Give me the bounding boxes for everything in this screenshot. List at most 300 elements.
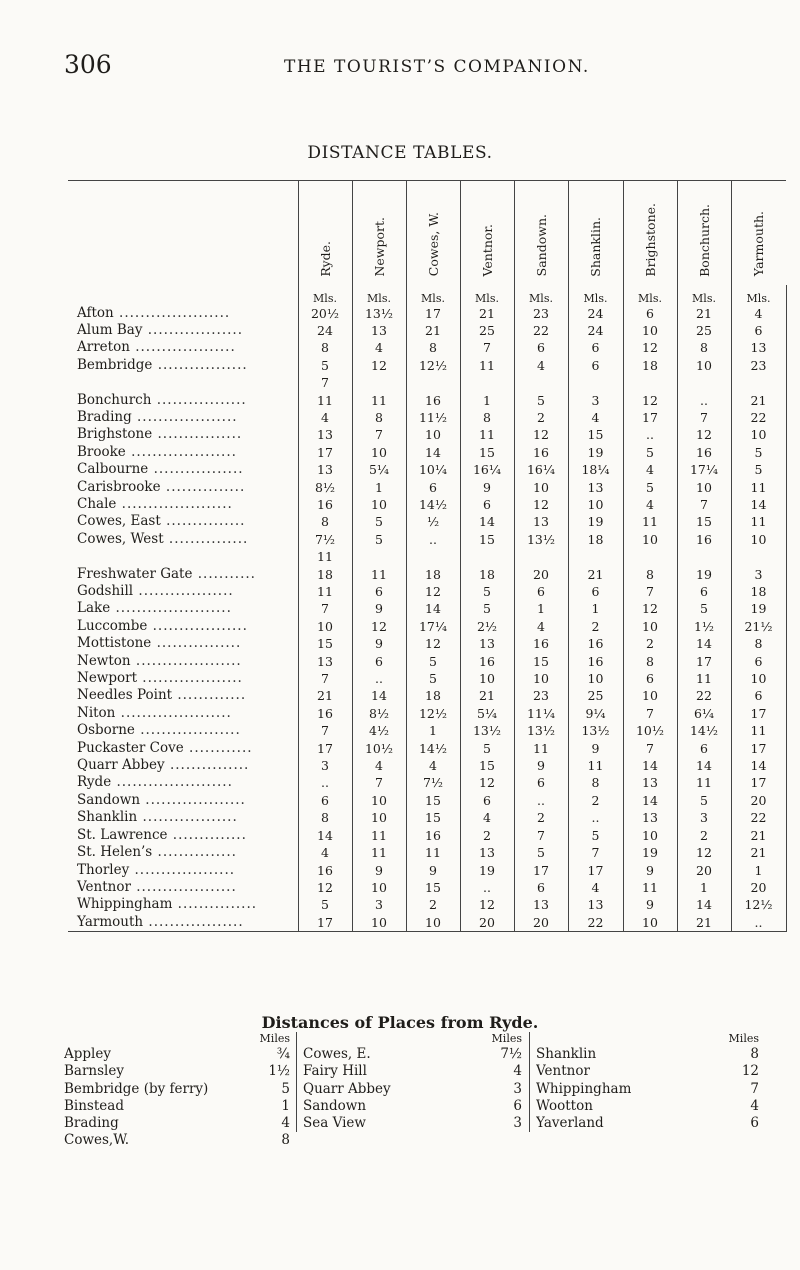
- place-name-text: Calbourne: [77, 461, 149, 478]
- place-name-text: Mottistone: [77, 635, 152, 652]
- column-header: [352, 181, 406, 285]
- distance-cell: 5: [731, 444, 786, 461]
- distance-cell: 16: [514, 635, 568, 652]
- ryde-place: Ventnor: [536, 1063, 590, 1080]
- ryde-miles: 6: [750, 1115, 759, 1132]
- column-header: [568, 181, 623, 285]
- leader-dots: .....................: [115, 704, 232, 721]
- unit-label: Mls.: [623, 285, 677, 305]
- place-name: [68, 479, 298, 496]
- distance-cell: 12: [298, 879, 352, 896]
- table-row: [68, 687, 786, 704]
- distance-cell: 21: [460, 305, 514, 322]
- distance-cell: 15: [406, 792, 460, 809]
- place-name: [68, 305, 298, 322]
- distance-cell: 11½: [406, 409, 460, 426]
- distance-cell: 15: [568, 426, 623, 443]
- running-title: THE TOURIST’S COMPANION.: [284, 57, 590, 77]
- leader-dots: ...............: [164, 757, 250, 774]
- distance-cell: 15: [460, 757, 514, 774]
- distance-cell: 16: [677, 444, 731, 461]
- distance-cell: 4: [298, 409, 352, 426]
- distance-cell: 10: [623, 618, 677, 635]
- distance-cell: 1: [460, 392, 514, 409]
- table-row: [68, 357, 786, 374]
- distance-cell: [731, 374, 786, 391]
- distance-cell: 6: [514, 774, 568, 791]
- distance-cell: 9: [623, 862, 677, 879]
- distance-cell: 14: [731, 496, 786, 513]
- leader-dots: .................: [152, 356, 248, 373]
- distance-cell: 19: [677, 566, 731, 583]
- leader-dots: ...............: [160, 513, 246, 530]
- ryde-entry: [536, 1081, 759, 1098]
- distance-cell: 18: [623, 357, 677, 374]
- unit-label: Mls.: [568, 285, 623, 305]
- table-row: [68, 774, 786, 791]
- distance-cell: 14: [406, 600, 460, 617]
- place-name: [68, 809, 298, 826]
- distance-cell: 6: [514, 879, 568, 896]
- ryde-place: Wootton: [536, 1097, 593, 1114]
- place-name-text: Ventnor: [77, 878, 131, 895]
- place-name-text: Alum Bay: [77, 321, 143, 338]
- distance-cell: 21: [460, 687, 514, 704]
- leader-dots: ...................: [129, 339, 236, 356]
- distance-cell: 6: [568, 357, 623, 374]
- distance-cell: 12: [677, 426, 731, 443]
- distance-cell: 6: [406, 479, 460, 496]
- distance-cell: 5: [731, 461, 786, 478]
- leader-dots: ..................: [143, 913, 244, 930]
- distance-cell: 6: [677, 740, 731, 757]
- distance-cell: 10: [623, 322, 677, 339]
- ryde-miles: 1½: [268, 1063, 290, 1080]
- distance-cell: [352, 374, 406, 391]
- place-name-text: St. Lawrence: [77, 826, 168, 843]
- distance-cell: 6: [677, 583, 731, 600]
- distance-cell: 11: [460, 426, 514, 443]
- distance-cell: 24: [298, 322, 352, 339]
- table-row: [68, 757, 786, 774]
- distance-cell: 13: [460, 844, 514, 861]
- place-name-text: Brading: [77, 408, 132, 425]
- distance-cell: 12: [623, 392, 677, 409]
- place-name: [68, 827, 298, 844]
- place-name: [68, 757, 298, 774]
- leader-dots: .....................: [113, 304, 231, 321]
- distance-cell: 1: [731, 862, 786, 879]
- distance-cell: 10½: [352, 740, 406, 757]
- distance-cell: 13½: [514, 722, 568, 739]
- miles-header: Miles: [259, 1032, 290, 1045]
- distance-cell: 5: [677, 792, 731, 809]
- distance-cell: [568, 374, 623, 391]
- distance-cell: 7: [460, 339, 514, 356]
- units-row-spacer: [68, 285, 298, 305]
- distance-cell: 11: [352, 566, 406, 583]
- column-header: [677, 181, 731, 285]
- distance-cell: 11: [731, 722, 786, 739]
- distance-cell: 11: [514, 740, 568, 757]
- table-row: [68, 740, 786, 757]
- table-row: [68, 879, 786, 896]
- distance-cell: 17: [298, 740, 352, 757]
- ryde-place: Sandown: [303, 1097, 367, 1114]
- distance-cell: 15: [460, 444, 514, 461]
- distance-cell: 14: [731, 757, 786, 774]
- ryde-entry: [303, 1081, 522, 1098]
- distance-cell: 10: [352, 792, 406, 809]
- distance-cell: 13: [352, 322, 406, 339]
- distance-cell: [623, 548, 677, 565]
- unit-label: Mls.: [406, 285, 460, 305]
- distance-cell: 5: [460, 740, 514, 757]
- distance-cell: 14: [677, 757, 731, 774]
- table-row: [68, 444, 786, 461]
- table-row: [68, 531, 786, 548]
- distance-cell: 13: [568, 896, 623, 913]
- distance-cell: 15: [677, 513, 731, 530]
- distance-cell: [677, 374, 731, 391]
- distance-cell: 5: [298, 357, 352, 374]
- place-name: [68, 461, 298, 478]
- distance-cell: 9: [406, 862, 460, 879]
- running-head: [64, 50, 764, 84]
- distance-cell: 21: [677, 914, 731, 932]
- distance-cell: 7: [623, 583, 677, 600]
- distance-cell: 12: [460, 896, 514, 913]
- leader-dots: ..................: [142, 321, 243, 338]
- distance-cell: 8: [298, 339, 352, 356]
- distance-cell: 16: [406, 392, 460, 409]
- column-header-label: Newport.: [371, 216, 387, 277]
- distance-cell: 15: [514, 653, 568, 670]
- distance-cell: [623, 374, 677, 391]
- unit-label: Mls.: [731, 285, 786, 305]
- distance-cell: 19: [568, 513, 623, 530]
- distance-cell: 17: [298, 444, 352, 461]
- ryde-place: Appley: [64, 1046, 111, 1062]
- column-header: [298, 181, 352, 285]
- distance-cell: 5: [406, 653, 460, 670]
- distance-cell: 2: [406, 896, 460, 913]
- distance-cell: 14: [352, 687, 406, 704]
- distance-cell: 14½: [677, 722, 731, 739]
- distance-cell: 1: [568, 600, 623, 617]
- distance-cell: 15: [406, 809, 460, 826]
- distance-cell: 10½: [623, 722, 677, 739]
- leader-dots: ................: [151, 635, 242, 652]
- distance-cell: 5: [623, 444, 677, 461]
- column-header-label: Sandown.: [533, 214, 549, 277]
- distance-cell: 23: [514, 687, 568, 704]
- distance-cell: 17: [623, 409, 677, 426]
- distance-cell: 5: [514, 392, 568, 409]
- distance-cell: ..: [298, 774, 352, 791]
- distance-cell: 1: [406, 722, 460, 739]
- distance-cell: 16: [406, 827, 460, 844]
- distance-cell: 4: [514, 357, 568, 374]
- distance-cell: 8: [623, 653, 677, 670]
- distance-cell: 13: [568, 479, 623, 496]
- distance-cell: 14: [623, 757, 677, 774]
- distance-cell: 4½: [352, 722, 406, 739]
- ryde-entry: [303, 1098, 522, 1115]
- leader-dots: .................: [151, 391, 247, 408]
- distance-cell: [568, 548, 623, 565]
- distance-cell: [514, 548, 568, 565]
- distance-cell: 20: [514, 914, 568, 932]
- distance-cell: 2: [514, 409, 568, 426]
- ryde-column-3: [529, 1032, 759, 1132]
- place-name-text: Newton: [77, 652, 131, 669]
- distance-cell: 12: [514, 496, 568, 513]
- leader-dots: .................: [148, 461, 244, 478]
- distance-cell: 15: [298, 635, 352, 652]
- distance-cell: 20: [514, 566, 568, 583]
- distance-cell: 4: [568, 879, 623, 896]
- distance-cell: 11: [352, 392, 406, 409]
- distance-cell: 8: [460, 409, 514, 426]
- distance-cell: 16: [298, 496, 352, 513]
- leader-dots: ..................: [137, 809, 238, 826]
- distance-cell: 11: [623, 879, 677, 896]
- distance-cell: 12: [352, 618, 406, 635]
- distance-cell: 9¼: [568, 705, 623, 722]
- distance-cell: 5: [352, 531, 406, 548]
- unit-label: Mls.: [514, 285, 568, 305]
- leader-dots: .............: [172, 687, 247, 704]
- distance-cell: 21: [406, 322, 460, 339]
- distance-cell: 4: [623, 496, 677, 513]
- distance-cell: 20½: [298, 305, 352, 322]
- distance-cell: 8: [352, 409, 406, 426]
- place-name: [68, 444, 298, 461]
- distance-cell: 7: [298, 722, 352, 739]
- table-title: DISTANCE TABLES.: [307, 143, 493, 163]
- distance-cell: 4: [568, 409, 623, 426]
- distance-cell: [731, 548, 786, 565]
- distance-cell: 22: [514, 322, 568, 339]
- distance-cell: ..: [352, 670, 406, 687]
- distance-cell: 6: [514, 583, 568, 600]
- distance-cell: 11: [352, 827, 406, 844]
- distance-cell: 10: [623, 531, 677, 548]
- table-row: [68, 426, 786, 443]
- distance-table: [68, 180, 787, 932]
- distance-cell: 7½: [406, 774, 460, 791]
- distance-cell: 11: [298, 583, 352, 600]
- leader-dots: ...................: [131, 408, 238, 425]
- distance-cell: 11: [731, 479, 786, 496]
- distance-cell: 25: [677, 322, 731, 339]
- distance-cell: 16: [568, 635, 623, 652]
- distance-cell: [460, 548, 514, 565]
- place-name: [68, 896, 298, 913]
- distance-cell: 13½: [514, 531, 568, 548]
- distance-cell: 8: [298, 809, 352, 826]
- distance-cell: 10: [514, 479, 568, 496]
- leader-dots: ...................: [130, 878, 237, 895]
- distance-cell: ..: [568, 809, 623, 826]
- place-name-text: Newport: [77, 670, 138, 687]
- miles-header: Miles: [491, 1032, 522, 1045]
- ryde-entry: [303, 1115, 522, 1132]
- column-header-label: Ventnor.: [479, 223, 495, 277]
- distance-cell: 4: [623, 461, 677, 478]
- distance-cell: 18: [731, 583, 786, 600]
- distance-cell: 16¼: [460, 461, 514, 478]
- distance-cell: 6: [731, 687, 786, 704]
- place-name: [68, 531, 298, 548]
- ryde-miles: 12: [741, 1063, 759, 1080]
- distance-cell: 22: [568, 914, 623, 932]
- distance-cell: 18¼: [568, 461, 623, 478]
- ryde-entry: [64, 1081, 290, 1098]
- table-row: [68, 461, 786, 478]
- distance-cell: 12: [406, 635, 460, 652]
- distance-cell: 9: [623, 896, 677, 913]
- distance-cell: 14: [623, 792, 677, 809]
- ryde-miles: 1: [281, 1097, 290, 1114]
- distance-cell: 9: [352, 635, 406, 652]
- distance-cell: 12½: [406, 357, 460, 374]
- distance-cell: 6: [623, 670, 677, 687]
- distance-cell: 14½: [406, 496, 460, 513]
- ryde-place: Barnsley: [64, 1063, 124, 1080]
- ryde-place: Fairy Hill: [303, 1063, 367, 1080]
- place-name-text: Quarr Abbey: [77, 757, 165, 774]
- distance-cell: 17: [568, 862, 623, 879]
- distance-cell: 22: [731, 809, 786, 826]
- place-name: [68, 496, 298, 513]
- distance-cell: 10: [352, 496, 406, 513]
- place-name-text: Ryde: [77, 774, 112, 791]
- place-name-text: Godshill: [77, 583, 134, 599]
- distance-cell: 7: [352, 774, 406, 791]
- distance-cell: 18: [298, 566, 352, 583]
- place-name-text: Freshwater Gate: [77, 565, 193, 582]
- distance-cell: 14: [298, 827, 352, 844]
- table-row: [68, 653, 786, 670]
- distance-cell: 4: [352, 339, 406, 356]
- distance-cell: 9: [352, 600, 406, 617]
- distance-cell: 3: [568, 392, 623, 409]
- place-name: [68, 687, 298, 704]
- distance-cell: 19: [623, 844, 677, 861]
- leader-dots: ...................: [137, 670, 243, 687]
- distance-cell: 3: [298, 757, 352, 774]
- distance-cell: 10: [568, 670, 623, 687]
- ryde-miles: 4: [281, 1115, 290, 1132]
- column-header-label: Shanklin.: [588, 216, 603, 277]
- leader-dots: ................: [152, 426, 243, 443]
- table-row: [68, 583, 786, 600]
- place-name: [68, 583, 298, 600]
- distance-cell: 24: [568, 305, 623, 322]
- ryde-miles: 5: [281, 1080, 290, 1097]
- table-row: [68, 705, 786, 722]
- ryde-entry: [64, 1115, 290, 1132]
- ryde-place: Cowes,W.: [64, 1132, 130, 1149]
- distance-cell: 9: [352, 862, 406, 879]
- distance-cell: 14: [406, 444, 460, 461]
- distance-cell: 2½: [460, 618, 514, 635]
- distance-cell: 11: [623, 513, 677, 530]
- place-name: [68, 862, 298, 879]
- place-name: [68, 740, 298, 757]
- column-header-label: Cowes, W.: [425, 212, 441, 277]
- place-name-text: Brighstone: [77, 426, 153, 443]
- place-name: [68, 914, 298, 932]
- distance-cell: 2: [514, 809, 568, 826]
- distance-cell: 10: [623, 687, 677, 704]
- distance-cell: 10: [731, 670, 786, 687]
- place-name: [68, 844, 298, 861]
- distance-cell: 10: [406, 426, 460, 443]
- column-header: [731, 181, 786, 285]
- distance-cell: 13: [623, 774, 677, 791]
- distance-cell: 4: [731, 305, 786, 322]
- distance-cell: 11: [298, 548, 352, 565]
- table-row: [68, 722, 786, 739]
- place-name: [68, 513, 298, 530]
- ryde-entry: [64, 1046, 290, 1063]
- distance-cell: 13½: [568, 722, 623, 739]
- ryde-entry: [536, 1115, 759, 1132]
- place-name: [68, 426, 298, 443]
- distance-cell: 10¼: [406, 461, 460, 478]
- distance-cell: 11¼: [514, 705, 568, 722]
- distance-cell: 19: [731, 600, 786, 617]
- ryde-column-2: [296, 1032, 522, 1132]
- place-name: [68, 705, 298, 722]
- distance-cell: 6: [568, 339, 623, 356]
- place-name-text: Cowes, West: [77, 530, 164, 547]
- ryde-miles: 4: [750, 1097, 759, 1114]
- distance-cell: 21: [298, 687, 352, 704]
- distance-cell: 6: [298, 792, 352, 809]
- distance-cell: [406, 548, 460, 565]
- distance-cell: 10: [731, 531, 786, 548]
- distance-cell: 18: [406, 687, 460, 704]
- distance-cell: 1½: [677, 618, 731, 635]
- distance-cell: 5: [568, 827, 623, 844]
- distance-cell: 8½: [298, 479, 352, 496]
- distance-cell: 3: [677, 809, 731, 826]
- distance-cell: 21: [731, 844, 786, 861]
- ryde-miles: 6: [513, 1097, 522, 1114]
- distance-cell: 13: [298, 461, 352, 478]
- distance-cell: 9: [460, 479, 514, 496]
- distance-cell: 10: [352, 809, 406, 826]
- distance-cell: 21: [731, 827, 786, 844]
- distance-cell: 10: [514, 670, 568, 687]
- distance-cell: 16: [298, 705, 352, 722]
- table-row: [68, 862, 786, 879]
- place-name-text: Sandown: [77, 791, 141, 808]
- ryde-column-1: [64, 1032, 290, 1150]
- distance-cell: 23: [514, 305, 568, 322]
- distance-cell: 4: [406, 757, 460, 774]
- distance-cell: 5: [460, 600, 514, 617]
- distance-cell: 10: [677, 479, 731, 496]
- ryde-entry: [536, 1046, 759, 1063]
- distance-cell: 18: [460, 566, 514, 583]
- distance-cell: 13: [514, 513, 568, 530]
- place-name-text: Cowes, East: [77, 513, 161, 530]
